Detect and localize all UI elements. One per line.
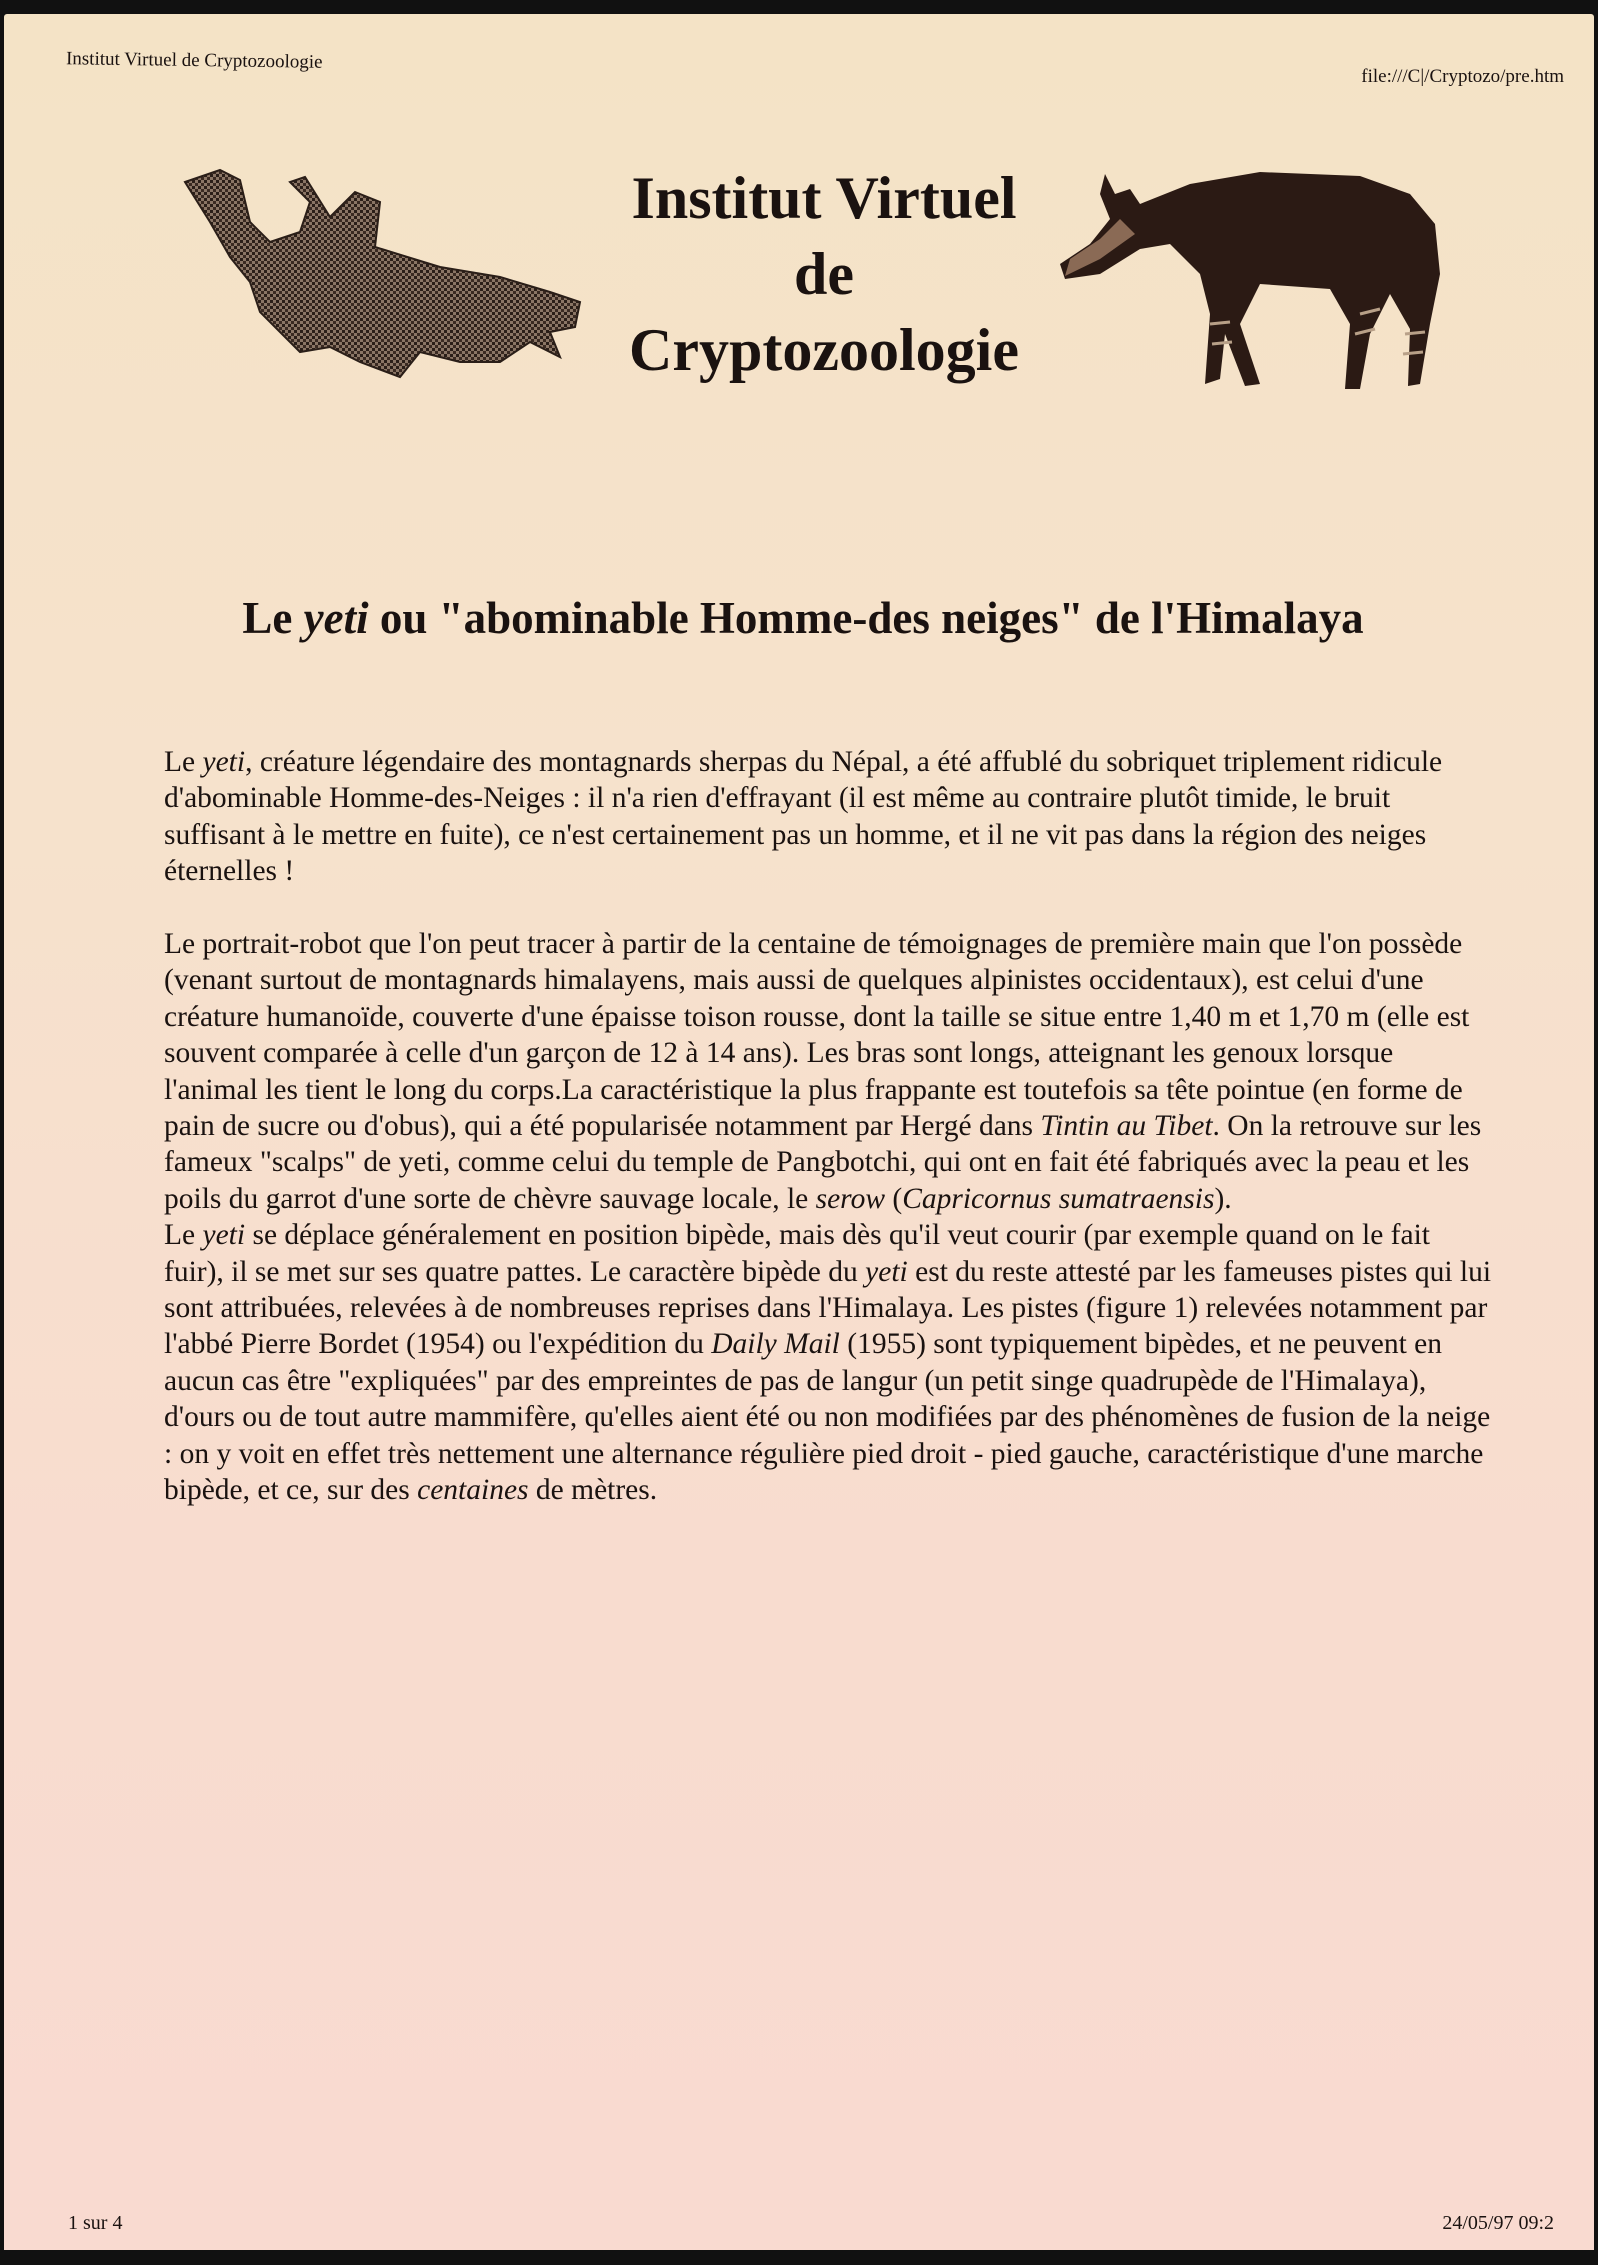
italic-text: yeti <box>202 746 246 778</box>
article-title <box>4 592 1598 644</box>
text-run: de mètres. <box>528 1474 658 1507</box>
text-run: se déplace généralement en position bipède, mais dès qu'il veut courir (par exemple quand on le fait fuir), il se met sur ses quatre pattes. Le caractère bipède du <box>164 1219 1430 1288</box>
footer-datetime: 24/05/97 09:2 <box>1442 2212 1554 2234</box>
text-run: . On la retrouve sur les fameux "scalps" de yeti, comme celui du temple de Pangbotchi, qui ont en fait été fabriqués avec la peau et les poils du garrot d'une sorte de chèvre sauvage locale, le <box>164 1110 1482 1215</box>
footer-page-number: 1 sur 4 <box>68 2212 123 2234</box>
paragraph <box>164 926 1494 1217</box>
text-run: (1955) sont typiquement bipèdes, et ne peuvent en aucun cas être "expliquées" par des empreintes de pas de langur (un petit singe quadrupède de l'Himalaya), d'ours ou de tout autre mammifère, qu'elles aient été ou non modifiées par des phénomènes de fusion de la neige : on y voit en effet très nettement une alternance régulière pied droit - pied gauche, caractéristique d'une marche bipède, et ce, sur des <box>164 1328 1491 1507</box>
header-file-path: file:///C|/Cryptozo/pre.htm <box>1361 66 1564 87</box>
italic-text: Tintin au Tibet <box>1040 1110 1213 1143</box>
text-run: ( <box>885 1182 903 1215</box>
text-run: Le <box>164 1219 203 1252</box>
italic-text: Capricornus sumatraensis <box>902 1182 1215 1215</box>
logo-line-3: Cryptozoologie <box>629 317 1019 383</box>
logo-line-2: de <box>794 241 854 307</box>
article-body <box>164 744 1494 1545</box>
title-suffix: ou "abominable Homme-des neiges" de l'Himalaya <box>368 593 1364 644</box>
site-logo-title <box>564 160 1084 388</box>
title-italic: yeti <box>303 593 369 644</box>
text-run: ). <box>1214 1182 1232 1215</box>
text-run: Le portrait-robot que l'on peut tracer à partir de la centaine de témoignages de première main que l'on possède (venant surtout de montagnards himalayens, mais aussi de quelques alpinistes occidentaux), est celui d'une créature humanoïde, couverte d'une épaisse toison rousse, dont la taille se situe entre 1,40 m et 1,70 m (elle est souvent comparée à celle d'un garçon de 12 à 14 ans). Les bras sont longs, atteignant les genoux lorsque l'animal les tient le long du corps.La caractéristique la plus frappante est toutefois sa tête pointue (en forme de pain de sucre ou d'obus), qui a été popularisée notamment par Hergé dans <box>164 928 1470 1143</box>
italic-text: centaines <box>417 1474 529 1507</box>
paragraph <box>164 1217 1494 1508</box>
italic-text: yeti <box>865 1255 908 1288</box>
text-run: Le <box>164 746 203 778</box>
italic-text: yeti <box>202 1219 246 1252</box>
printed-page <box>4 14 1594 2250</box>
coelacanth-illustration <box>180 162 590 382</box>
title-prefix: Le <box>242 593 304 644</box>
text-run: est du reste attesté par les fameuses pistes qui lui sont attribuées, relevées à de nombreuses reprises dans l'Himalaya. Les pistes (figure 1) relevées notamment par l'abbé Pierre Bordet (1954) ou l'expédition du <box>164 1255 1492 1361</box>
text-run: , créature légendaire des montagnards sherpas du Népal, a été affublé du sobriquet triplement ridicule d'abominable Homme-des-Neiges : il n'a rien d'effrayant (il est même au contraire plutôt timide, le bruit suffisant à le mettre en fuite), ce n'est certainement pas un homme, et il ne vit pas dans la région des neiges éternelles ! <box>164 746 1443 888</box>
logo-line-1: Institut Virtuel <box>631 165 1017 231</box>
paragraph <box>164 744 1494 890</box>
italic-text: Daily Mail <box>711 1328 840 1361</box>
okapi-illustration <box>1060 164 1452 396</box>
header-site-name: Institut Virtuel de Cryptozoologie <box>65 48 323 73</box>
italic-text: serow <box>815 1182 885 1215</box>
